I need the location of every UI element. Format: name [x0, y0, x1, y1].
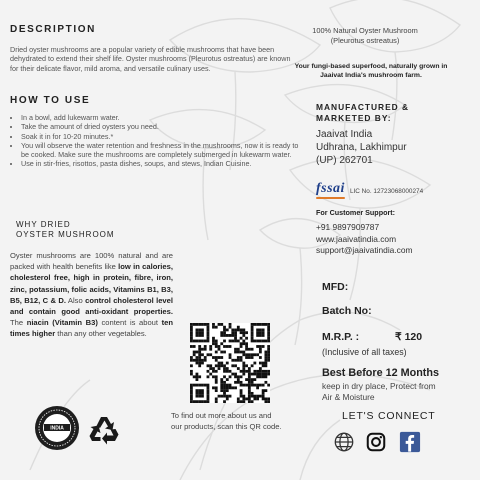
why-text: Also [67, 295, 83, 305]
tagline-line1: Your fungi-based superfood, naturally grown in [294, 63, 448, 70]
how-to-use-step: • Use in stir-fries, risottos, pasta dishes, soups, and stews, Indian Cuisine. [21, 159, 300, 168]
qr-caption-line2: our products, scan this QR code. [171, 421, 282, 431]
product-name: 100% Natural Oyster Mushroom [312, 26, 418, 35]
why-heading-line1: WHY DRIED [16, 220, 71, 229]
support-heading: For Customer Support: [316, 208, 396, 217]
inclusive-taxes: (Inclusive of all taxes) [322, 347, 407, 357]
mfd-label: MFD: [322, 281, 349, 293]
qr-caption [171, 411, 301, 432]
address-line1: Udhrana, Lakhimpur [316, 142, 407, 153]
support-contacts [316, 222, 413, 257]
why-heading [16, 220, 166, 240]
description-text: Dried oyster mushrooms are a popular variety of edible mushrooms that have been dehydrated to extend their shelf life. Oyster mushrooms (Pleurotus ostreatus) are known for their delicate flavor, mild aroma, and versatile culinary uses. [10, 45, 291, 73]
badge-text: INDIA [50, 425, 64, 432]
storage-line1: keep in dry place, Protect from [322, 381, 436, 391]
mrp-label: M.R.P. : [322, 331, 360, 343]
why-text-bold: ten times higher [10, 318, 173, 339]
why-text-bold: niacin (Vitamin B3) [26, 318, 98, 328]
support-phone: +91 9897909787 [316, 222, 380, 232]
why-text-bold: control cholesterol level and contain good anti-oxidant properties. [10, 295, 173, 317]
fssai-logo: fssai [316, 181, 345, 197]
how-to-use-step: • In a bowl, add lukewarm water. [21, 113, 300, 122]
manufacturer-heading-line1: MANUFACTURED & [316, 102, 410, 112]
how-to-use-step: • Soak it in for 10-20 minutes.* [21, 132, 300, 141]
lets-connect-heading: LET'S CONNECT [342, 410, 436, 422]
description-heading: DESCRIPTION [10, 24, 96, 35]
manufacturer-heading-line2: MARKETED BY: [316, 112, 392, 123]
fssai-license [316, 181, 480, 197]
tagline-line2: Jaaivat India's mushroom farm. [320, 72, 422, 79]
manufacturer-name: Jaaivat India [316, 129, 373, 140]
how-to-use-step: • You will observe the water retention and freshness in the mushrooms, now it is ready to be cooked. Make sure the mushrooms are completely submerged in lukewarm water. [21, 141, 300, 160]
address-line2: (UP) 262701 [316, 155, 373, 166]
why-text: Oyster mushrooms are 100% natural and are packed with health benefits like [10, 251, 173, 272]
support-website: www.jaaivatindia.com [316, 233, 397, 244]
instagram-icon[interactable] [365, 431, 387, 453]
best-before: Best Before 12 Months [322, 367, 439, 379]
recycle-icon [88, 414, 120, 446]
why-text: content is about [101, 318, 159, 328]
manufacturer-heading [316, 102, 466, 123]
qr-caption-line1: To find out more about us and [171, 411, 272, 420]
support-email: support@jaaivatindia.com [316, 245, 413, 256]
how-to-use-heading: HOW TO USE [10, 95, 91, 106]
how-to-use-section [10, 95, 300, 169]
globe-icon[interactable] [333, 431, 355, 453]
batch-label: Batch No: [322, 305, 372, 317]
product-name-block [290, 26, 440, 46]
manufacturer-address [316, 128, 407, 167]
why-body-text [10, 250, 173, 340]
facebook-icon[interactable] [399, 431, 421, 453]
how-to-use-list [10, 113, 300, 169]
storage-line2: Air & Moisture [322, 392, 375, 402]
why-text: The [10, 318, 24, 328]
how-to-use-step: • Take the amount of dried oysters you need. [21, 122, 300, 131]
product-scientific-name: (Pleurotus ostreatus) [330, 36, 400, 45]
license-number: LIC No. 12723068000274 [349, 187, 424, 195]
why-heading-line2: OYSTER MUSHROOM [16, 230, 115, 239]
storage-instructions [322, 381, 472, 403]
description-section [10, 24, 300, 73]
mrp-value: ₹ 120 [395, 331, 423, 343]
made-in-india-badge [34, 405, 80, 451]
why-text: than any other vegetables. [57, 329, 147, 339]
why-text-bold: low in calories, cholesterol free, high in protein, fibre, iron, zinc, potassium, folic acids, Vitamins B1, B3, B5, B12, C & D. [10, 262, 173, 305]
mrp-row [322, 331, 452, 343]
qr-code[interactable] [190, 323, 270, 403]
product-tagline [286, 62, 456, 80]
